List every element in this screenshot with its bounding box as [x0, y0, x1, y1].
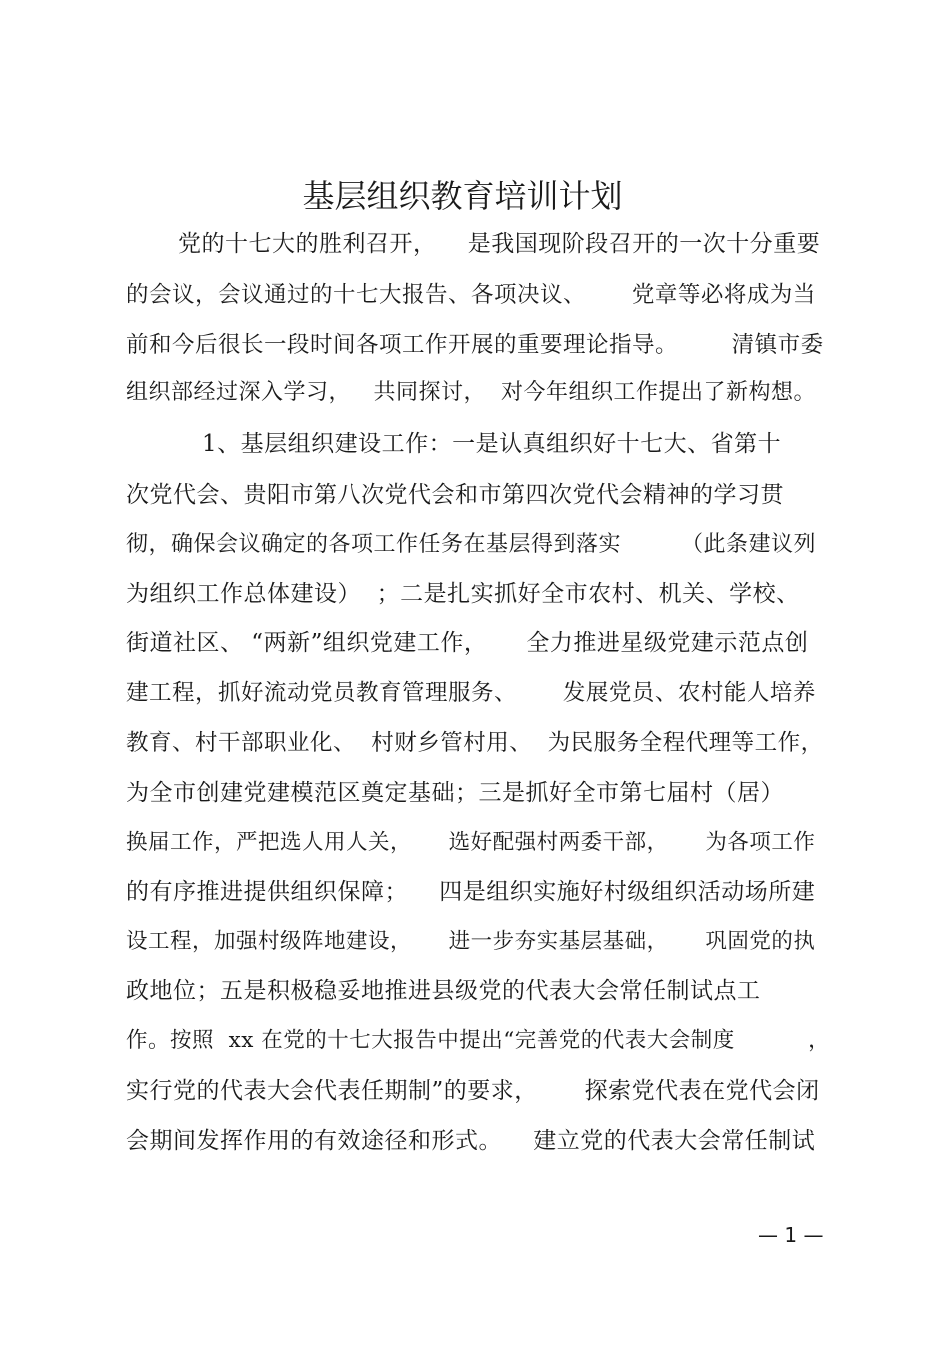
paragraph-line: 建工程，抓好流动党员教育管理服务、 发展党员、农村能人培养: [126, 680, 816, 706]
paragraph-line: 的有序推进提供组织保障； 四是组织实施好村级组织活动场所建: [126, 879, 816, 905]
paragraph-line: 组织部经过深入学习， 共同探讨， 对今年组织工作提出了新构想。: [126, 380, 816, 405]
paragraph-line: 设工程，加强村级阵地建设， 进一步夯实基层基础， 巩固党的执: [126, 929, 816, 954]
paragraph-line: 实行党的代表大会代表任期制”的要求， 探索党代表在党代会闭: [126, 1078, 820, 1104]
paragraph-line: 为组织工作总体建设） ；二是扎实抓好全市农村、机关、学校、: [126, 581, 800, 607]
paragraph-line: 换届工作，严把选人用人关， 选好配强村两委干部， 为各项工作: [126, 830, 816, 855]
paragraph-line: 作。按照 xx 在党的十七大报告中提出“完善党的代表大会制度 ，: [126, 1028, 831, 1053]
paragraph-line: 次党代会、贵阳市第八次党代会和市第四次党代会精神的学习贯: [126, 482, 784, 508]
paragraph-line: 的会议，会议通过的十七大报告、各项决议、 党章等必将成为当: [126, 282, 816, 308]
paragraph-line: 会期间发挥作用的有效途径和形式。 建立党的代表大会常任制试: [126, 1128, 816, 1154]
paragraph-line: 教育、村干部职业化、 村财乡管村用、 为民服务全程代理等工作，: [126, 730, 824, 756]
paragraph-line: 街道社区、 “两新”组织党建工作， 全力推进星级党建示范点创: [126, 630, 809, 656]
document-title: 基层组织教育培训计划: [302, 177, 623, 215]
page-number: — 1 —: [758, 1223, 824, 1247]
paragraph-line: 党的十七大的胜利召开， 是我国现阶段召开的一次十分重要: [178, 231, 821, 257]
paragraph-line: 彻，确保会议确定的各项工作任务在基层得到落实 （此条建议列: [126, 532, 816, 557]
paragraph-line: 政地位；五是积极稳妥地推进县级党的代表大会常任制试点工: [126, 978, 761, 1004]
paragraph-line: 前和今后很长一段时间各项工作开展的重要理论指导。 清镇市委: [126, 332, 824, 358]
paragraph-line: 为全市创建党建模范区奠定基础；三是抓好全市第七届村（居）: [126, 780, 784, 806]
paragraph-line: 1、基层组织建设工作：一是认真组织好十七大、省第十: [202, 431, 782, 457]
